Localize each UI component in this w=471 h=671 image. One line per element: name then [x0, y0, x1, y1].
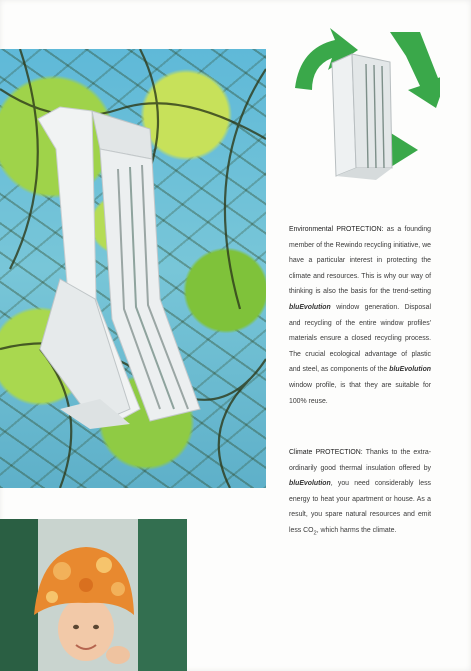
- environmental-text-3: window profile, is that they are suitable for 100% reuse.: [289, 381, 431, 405]
- climate-text-2: , you need considerably less energy to heat your apartment or house. As a result, you spare natural resources and emit less CO: [289, 480, 431, 534]
- environmental-brand-1: bluEvolution: [289, 303, 331, 311]
- environmental-protection-paragraph: [289, 222, 431, 409]
- recycle-arrows-graphic: [290, 18, 440, 188]
- child-at-window-photo: [0, 519, 187, 671]
- environmental-brand-2: bluEvolution: [389, 366, 431, 374]
- environmental-text-1: as a founding member of the Rewindo recycling initiative, we have a particular interest in protecting the climate and resources. This is why our way of thinking is also the basis for the trend-setting: [289, 226, 431, 296]
- climate-text-1: Thanks to the extra-ordinarily good thermal insulation offered by: [289, 449, 431, 472]
- climate-text-3: , which harms the climate.: [316, 526, 397, 534]
- environmental-text-2: window generation. Disposal and recycling of the entire window profiles' materials ensure a closed recycling process. The crucial ecological advantage of plastic and steel, as components of the: [289, 303, 431, 374]
- window-profile-illustration: [0, 49, 266, 488]
- climate-subscript: 2: [313, 530, 317, 537]
- climate-protection-paragraph: [289, 445, 431, 542]
- environmental-lead: Environmental PROTECTION:: [289, 226, 384, 233]
- climate-lead: Climate PROTECTION:: [289, 449, 363, 456]
- climate-brand: bluEvolution: [289, 480, 331, 488]
- forest-canopy-photo: [0, 49, 266, 488]
- recycle-arrow-icon: [390, 32, 440, 108]
